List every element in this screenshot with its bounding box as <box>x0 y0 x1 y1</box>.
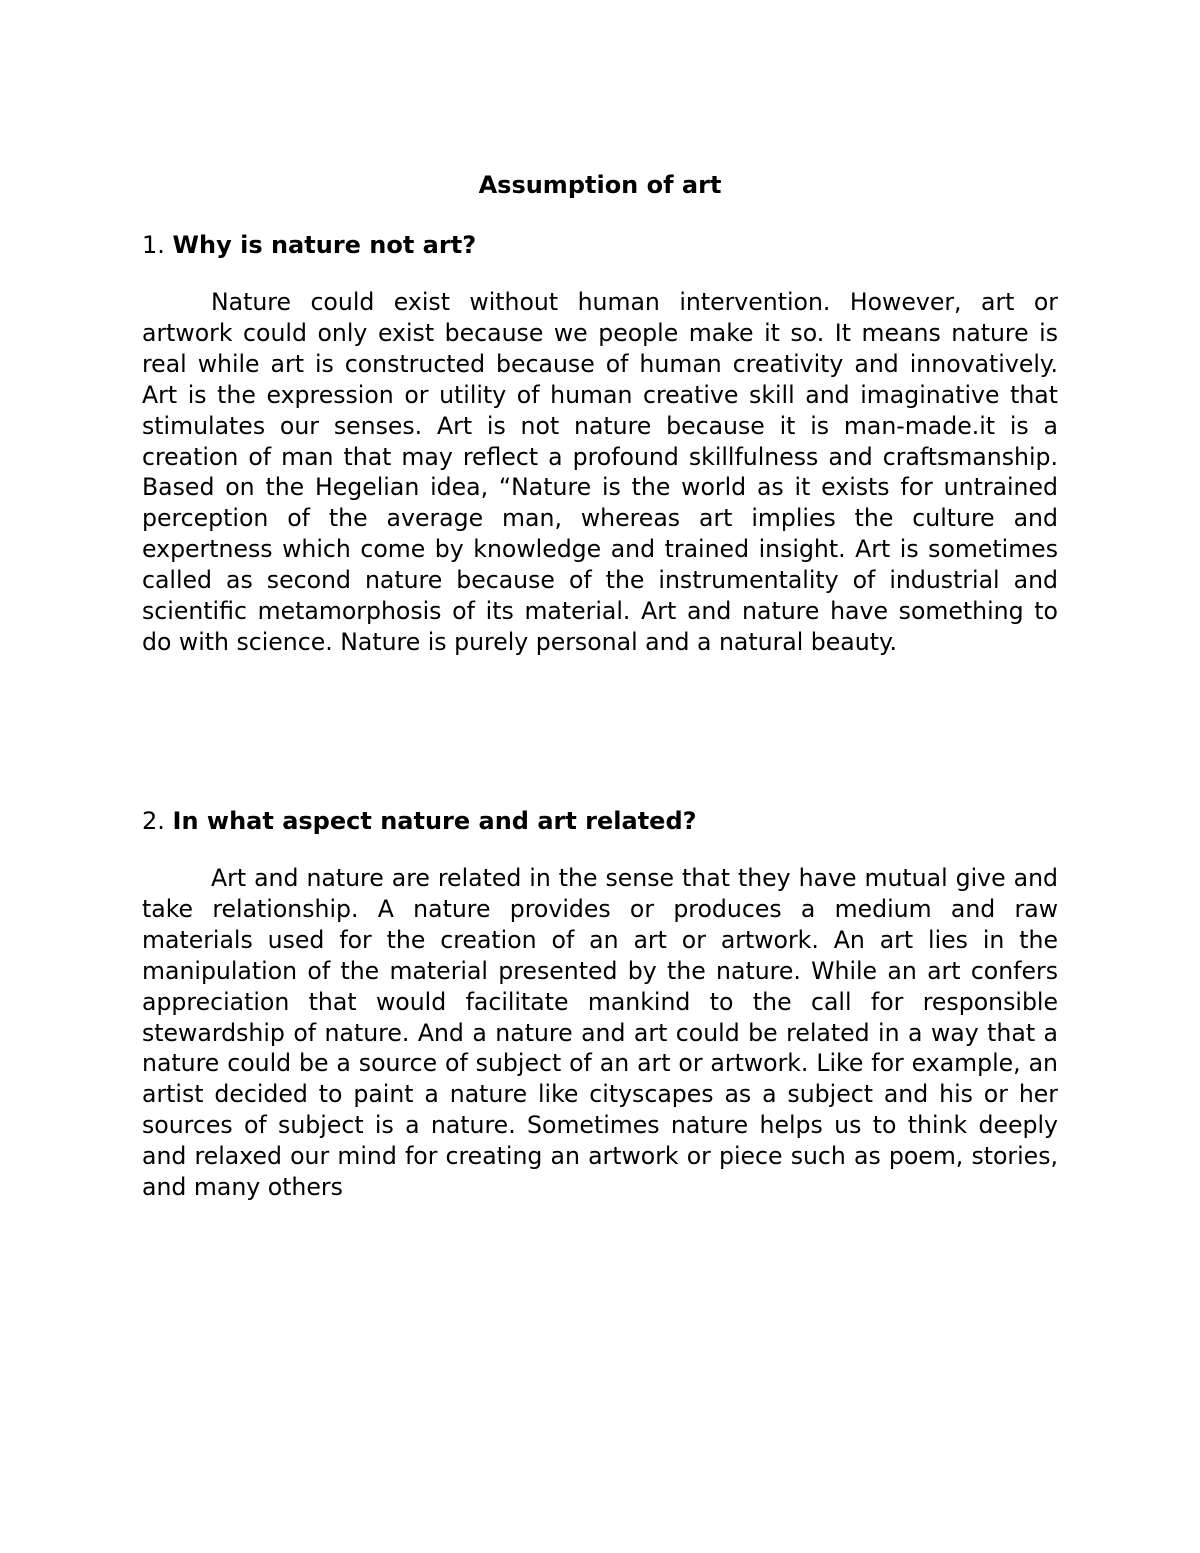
question-heading-1 <box>142 228 1062 262</box>
question-text-2: In what aspect nature and art related? <box>172 807 697 835</box>
question-heading-2 <box>142 804 1062 838</box>
answer-paragraph-2: Art and nature are related in the sense that they have mutual give and take relationship. A nature provides or produces a medium and raw materials used for the creation of an art or artwork. An art lies in the manipulation of the material presented by the nature. While an art confers appreciation that would facilitate mankind to the call for responsible stewardship of nature. And a nature and art could be related in a way that a nature could be a source of subject of an art or artwork. Like for example, an artist decided to paint a nature like cityscapes as a subject and his or her sources of subject is a nature. Sometimes nature helps us to think deeply and relaxed our mind for creating an artwork or piece such as poem, stories, and many others <box>142 864 1058 1202</box>
question-number-2: 2. <box>142 807 165 835</box>
question-number-1: 1. <box>142 231 165 259</box>
answer-paragraph-1: Nature could exist without human intervention. However, art or artwork could only exist because we people make it so. It means nature is real while art is constructed because of human creativity and innovatively. Art is the expression or utility of human creative skill and imaginative that stimulates our senses. Art is not nature because it is man-made.it is a creation of man that may reflect a profound skillfulness and craftsmanship. Based on the Hegelian idea, “Nature is the world as it exists for untrained perception of the average man, whereas art implies the culture and expertness which come by knowledge and trained insight. Art is sometimes called as second nature because of the instrumentality of industrial and scientific metamorphosis of its material. Art and nature have something to do with science. Nature is purely personal and a natural beauty. <box>142 288 1058 656</box>
question-text-1: Why is nature not art? <box>172 231 477 259</box>
document-title: Assumption of art <box>478 171 722 199</box>
